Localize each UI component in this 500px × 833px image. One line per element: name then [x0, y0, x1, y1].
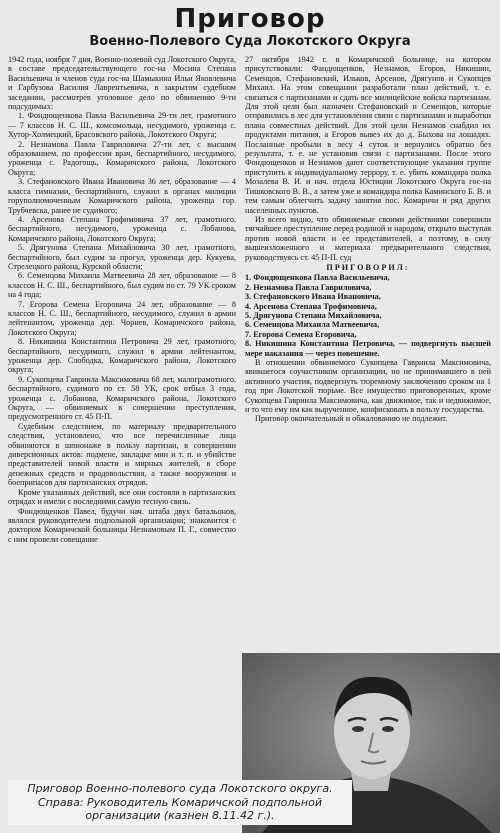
verdict-heading: ПРИГОВОРИЛ:	[326, 262, 410, 272]
paragraph: 3. Стефановского Ивана Ивановича 36 лет, образование — 4 класса гимназии, беспартийного, служил в органах милиции горуполномоченным Комаричского района, уроженца гор. Трубчевска, ранее не судимого;	[8, 177, 236, 215]
verdict-item: 7. Егорова Семена Егоровича,	[245, 329, 357, 339]
verdict-item: 2. Незнамова Павла Гавриловича,	[245, 282, 372, 292]
verdict-item: 3. Стефановского Ивана Ивановича,	[245, 292, 381, 302]
left-column	[8, 55, 236, 827]
paragraph: 4. Арсенова Степана Трофимовича 37 лет, грамотного, беспартийного, несудимого, уроженца с. Лобанова, Комаричского района, Локотского Округа;	[8, 214, 236, 243]
verdict-list	[245, 273, 491, 358]
document-subtitle: Военно-Полевого Суда Локотского Округа	[89, 34, 411, 49]
paragraph: Кроме указанных действий, все они состояли в партизанских отрядах и имели с последними самую тесную связь.	[8, 487, 236, 507]
verdict-item: 1. Фондющенкова Павла Васильевича,	[245, 273, 390, 283]
paragraph: 5. Дрягунова Степана Михайловича 30 лет, грамотного, беспартийного, был судим за прогул, уроженца дер. Кукуева, Стрелецкого района, Курской области;	[8, 243, 236, 271]
paragraph: 27 октября 1942 г. в Комаричской больнице, на котором присутствовали: Фандющенков, Незнамов, Егоров, Никишин, Семенцов, Стефановский, Ильков, Арсенов, Дрягунов и Сукопцев Михаил. На этом совещании разработали план действий, т. е. связаться с партизанами и сдать все милицейские войска партизанам. Для этой цели был назначен Стефановский и Семенцов, которые отправились в лес для установления связи с партизанами и выработки плана совместных действий. Для этой цели Незнамов снабдил их продуктами питания, а Егоров вывез их до д. Быхова на лошадях. Посланные пробыли в лесу 4 суток и вернулись обратно без результата, т. е. не установив связи с партизанами. После этого Фондющенков и Незнамов дают соответствующие указания группе приступить к индивидуальному террору, т. е. убить командира полка Мозалева В. И. и нач. отдела Юстиции Локотского Округа гос-на Тишковского В. В., а затем уже и командира полка Каминского Б. В. и тем самым облегчить задачу занятия пос. Комаричи и ряд других населенных пунктов.	[245, 55, 491, 215]
paragraph: 1. Фондющенкова Павла Васильевича 29-ти лет, грамотного — 7 классов Н. С. Ш., комсомольца, несудимого, уроженца с. Хутор-Холмецкий, Брасовского района, Локотского Округа;	[8, 111, 236, 140]
verdict-item: 4. Арсенова Степана Трофимовича,	[245, 301, 377, 311]
paragraph: 9. Сукопцева Гавриила Максимовича 68 лет, малограмотного, беспартийного, судимого по ст. 58 УК, срок отбыл 3 года, уроженца с. Лобанова, Комаричского района, Локотского Округа, — обвиняемых в совершении преступления, предусмотренного ст. 45 П-П.	[8, 374, 236, 422]
paragraph: 2. Незнамова Павла Гавриловича 27-ти лет, с высшим образованием, по профессии врач, беспартийного, несудимого, уроженца с. Радогощь, Комаричского района, Локотского Округа;	[8, 139, 236, 177]
paragraph: В отношении обвиняемого Сукопцева Гавриила Максимовича, явившегося соучастником организации, но не принимавшего в ней активного участия, подвергнуть тюремному заключению сроком на 1 год при Локотской тюрьме. Все имущество приговоренных, кроме Сукопцева Гавриила Максимовича, как движимое, так и недвижимое, и то что ему им как вырученное, конфисковать в пользу государства.	[245, 358, 491, 415]
paragraph: Приговор окончательный и обжалованию не подлежит.	[255, 414, 448, 424]
paragraph: 6. Семенцова Михаила Матвеевича 28 лет, образование — 8 классов Н. С. Ш., беспартийного, был судим по ст. 79 УК сроком на 4 года;	[8, 271, 236, 300]
paragraph: 8. Никишина Константина Петровича 29 лет, грамотного, беспартийного, несудимого, служил в армии лейтенантом, уроженца дер. Слободка, Комаричского района, Локотского округа;	[8, 337, 236, 375]
verdict-item: 5. Дрягунова Степана Михайловича,	[245, 310, 382, 320]
paragraph: 7. Егорова Семена Егоровича 24 лет, образование — 8 классов Н. С. Ш., беспартийного, несудимого, служил в армии лейтенантом, уроженца дер. Чорнев, Комаричского района, Локотского Округа;	[8, 299, 236, 337]
verdict-item: 6. Семенцова Михаила Матвеевича,	[245, 320, 380, 330]
paragraph: 1942 года, ноября 7 дня, Военно-полевой суд Локотского Округа, в составе председательствующего гос-на Мосина Степана Васильевича и членов суда гос-на Шамыкина Ильи Яковлевича и Гарбузова Василия Лаврентьевича, в закрытом судебном заседании, рассмотрев уголовное дело по обвинению 9-ти подсудимых:	[8, 55, 236, 112]
paragraph: Из всего видно, что обвиняемые своими действиями совершили тягчайшее преступление перед родиной и народом, открыто выступая против новой власти и ее представителей, а поэтому, в силу вышеизложенного и материала предварительного следствия, руководствуясь ст. 45 П-П. суд	[245, 214, 491, 262]
paragraph: Судебным следствием, по материалу предварительного следствия, установлено, что все перечисленные лица обвиняются в шпионаже в пользу партизан, в совершении диверсионных актов: подмене, закладке мин и т. п. и убийстве представителей новой власти и мирных жителей, в сборе денежных средств и продовольствия, а также вооружения и боеприпасов для партизанских отрядов.	[8, 421, 236, 488]
document-title: Приговор	[174, 4, 326, 34]
photo-caption: Приговор Военно-полевого суда Локотского округа. Справа: Руководитель Комаричской подпольной организации (казнен 8.11.42 г.).	[8, 780, 352, 825]
verdict-item: 8. Никишина Константина Петровича, — подвергнуть высшей мере наказания — через повешение.	[245, 339, 491, 358]
paragraph: Фондющенков Павел, будучи нач. штаба двух батальонов, являлся руководителем подпольной организации; знакомится с доктором Комаричской больницы Незнамовым П. Г., совместно с ним провели совещание	[8, 506, 236, 544]
right-column	[245, 55, 491, 653]
